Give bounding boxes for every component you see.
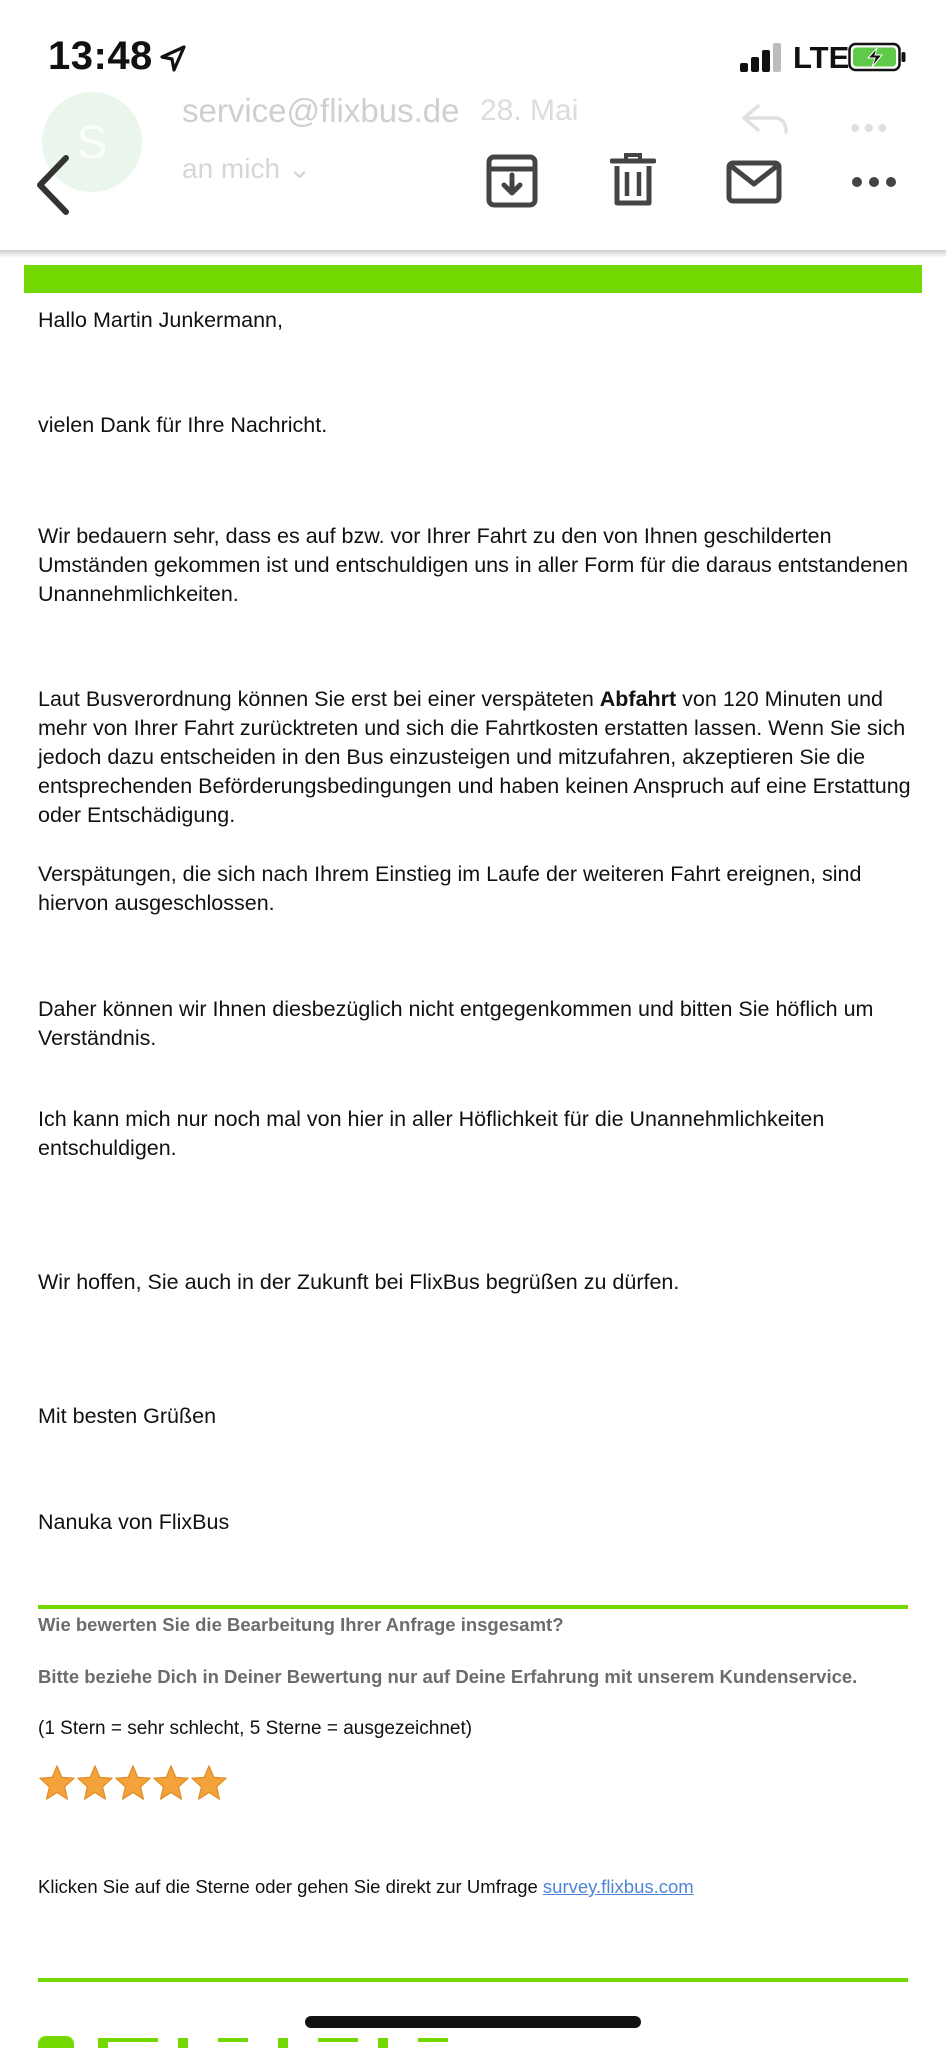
email-closing: Mit besten Grüßen xyxy=(38,1404,217,1428)
sender-address: service@flixbus.de xyxy=(182,92,460,129)
star-icon[interactable] xyxy=(38,1764,76,1802)
survey-link-line xyxy=(38,1876,694,1898)
email-delays: Verspätungen, die sich nach Ihrem Einstieg im Laufe der weiteren Fahrt ereignen, sind hiervon ausgeschlossen. xyxy=(38,862,862,915)
archive-icon[interactable] xyxy=(486,154,538,208)
status-time: 13:48 xyxy=(48,34,153,78)
star-icon[interactable] xyxy=(76,1764,114,1802)
star-icon[interactable] xyxy=(114,1764,152,1802)
mail-icon[interactable] xyxy=(726,160,782,204)
survey-divider-bottom xyxy=(38,1978,908,1982)
trash-icon[interactable] xyxy=(610,152,656,208)
battery-charging-icon xyxy=(848,42,908,72)
email-thanks: vielen Dank für Ihre Nachricht. xyxy=(38,413,328,437)
recipient-text: an mich xyxy=(182,153,281,184)
location-arrow-icon xyxy=(158,44,188,74)
survey-divider-top xyxy=(38,1605,908,1609)
back-chevron-icon[interactable] xyxy=(34,154,74,216)
email-rule-part1: Laut Busverordnung können Sie erst bei einer verspäteten xyxy=(38,687,600,711)
flixbus-logo xyxy=(38,2032,458,2048)
email-date: 28. Mai xyxy=(480,94,579,127)
email-rule xyxy=(38,685,918,830)
chevron-down-icon: ⌄ xyxy=(287,153,312,184)
star-icon[interactable] xyxy=(190,1764,228,1802)
signal-bars-icon xyxy=(740,42,784,72)
network-type: LTE xyxy=(793,40,850,75)
survey-scale: (1 Stern = sehr schlecht, 5 Sterne = ausgezeichnet) xyxy=(38,1718,473,1739)
header-more-icon[interactable]: ••• xyxy=(850,112,891,145)
email-signature: Nanuka von FlixBus xyxy=(38,1510,230,1534)
survey-note: Bitte beziehe Dich in Deiner Bewertung nur auf Deine Erfahrung mit unserem Kundenservice. xyxy=(38,1666,858,1687)
brand-header-bar xyxy=(24,265,922,293)
star-icon[interactable] xyxy=(152,1764,190,1802)
email-hope: Wir hoffen, Sie auch in der Zukunft bei FlixBus begrüßen zu dürfen. xyxy=(38,1270,680,1294)
sender-avatar-letter: S xyxy=(76,116,108,168)
email-apology: Wir bedauern sehr, dass es auf bzw. vor Ihrer Fahrt zu den von Ihnen geschilderten Umständen gekommen ist und entschuldigen uns in aller Form für die daraus entstandenen Unannehmlichkeiten. xyxy=(38,524,909,606)
email-rule-bold: Abfahrt xyxy=(599,687,677,711)
email-decline: Daher können wir Ihnen diesbezüglich nicht entgegenkommen und bitten Sie höflich um Verständnis. xyxy=(38,997,874,1050)
home-indicator[interactable] xyxy=(305,2016,641,2028)
survey-link-prefix: Klicken Sie auf die Sterne oder gehen Sie direkt zur Umfrage xyxy=(38,1876,543,1897)
email-greeting: Hallo Martin Junkermann, xyxy=(38,308,283,332)
email-sorry: Ich kann mich nur noch mal von hier in aller Höflichkeit für die Unannehmlichkeiten entschuldigen. xyxy=(38,1107,825,1160)
email-rule-part2: von 120 Minuten und mehr von Ihrer Fahrt zurücktreten und sich die Fahrtkosten erstatten lassen. Wenn Sie sich jedoch dazu entscheiden in den Bus einzusteigen und mitzufahren, akzeptieren Sie die entsprechenden Beförderungsbedingungen und haben keinen Anspruch auf eine Erstattung oder Entschädigung. xyxy=(38,687,911,827)
survey-question: Wie bewerten Sie die Bearbeitung Ihrer Anfrage insgesamt? xyxy=(38,1614,564,1635)
more-icon[interactable] xyxy=(850,170,898,194)
toolbar-shadow xyxy=(0,250,946,258)
survey-link[interactable]: survey.flixbus.com xyxy=(542,1876,694,1897)
email-toolbar xyxy=(0,130,946,250)
